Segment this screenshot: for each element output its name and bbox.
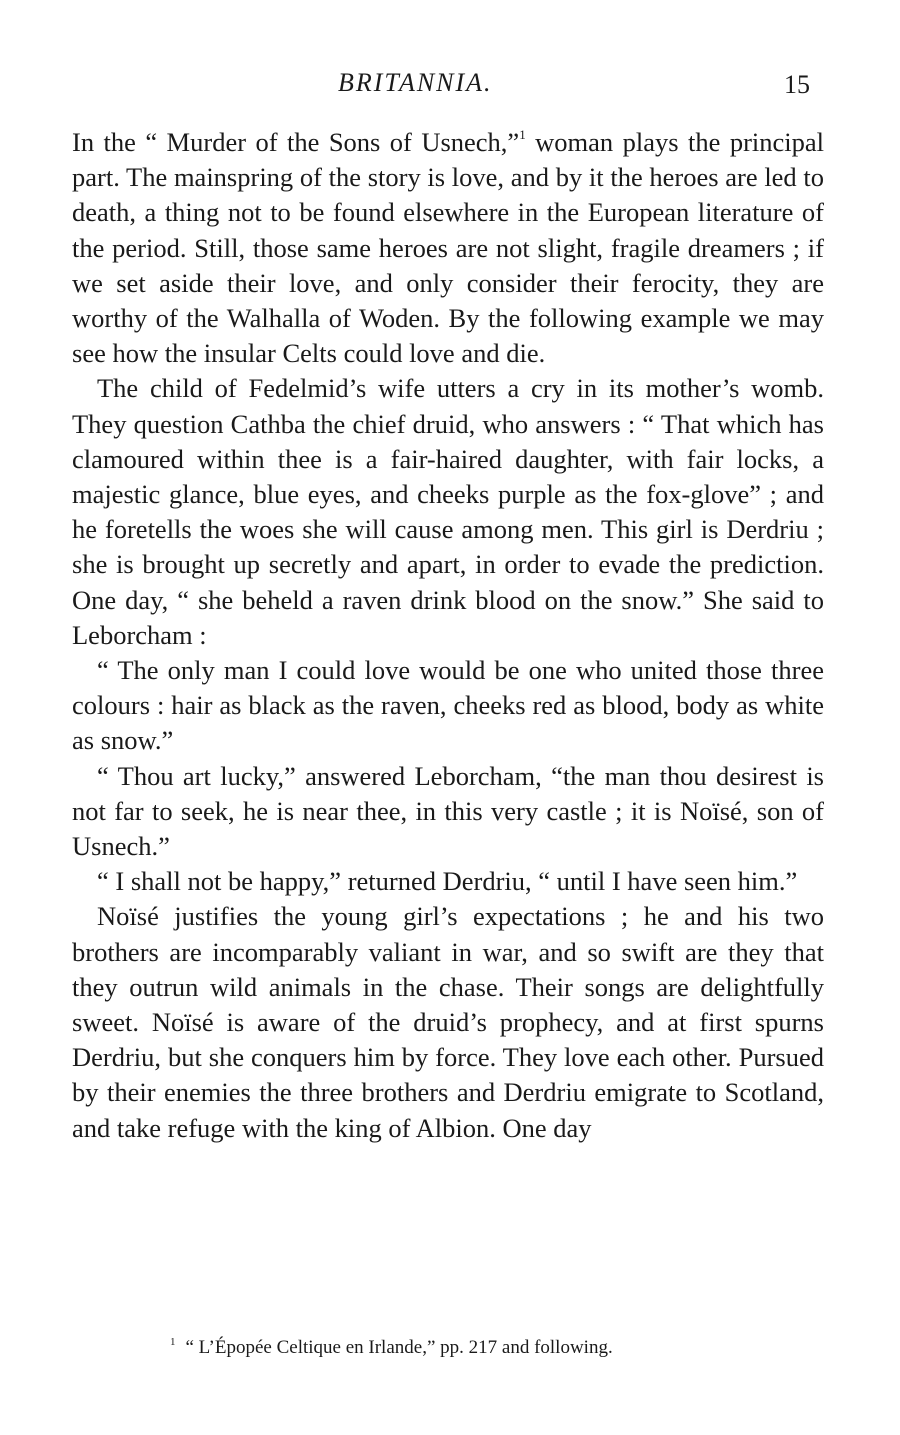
footnote-text: “ L’Épopée Celtique en Irlande,” pp. 217 and following.	[185, 1337, 613, 1358]
running-header	[0, 68, 900, 104]
paragraph-2: The child of Fedelmid’s wife utters a cry in its mother’s womb. They question Cathba the chief druid, who answers : “ That which has clamoured within thee is a fair-haired daughter, with fair locks, a majestic glance, blue eyes, and cheeks purple as the fox-glove” ; and he foretells the woes she will cause among men. This girl is Derdriu ; she is brought up secretly and apart, in order to evade the prediction. One day, “ she beheld a raven drink blood on the snow.” She said to Leborcham :	[72, 373, 824, 650]
running-title: BRITANNIA.	[338, 68, 493, 97]
body-text	[72, 125, 824, 1146]
paragraph-4: “ Thou art lucky,” answered Leborcham, “the man thou desirest is not far to seek, he is near thee, in this very castle ; it is Noïsé, son of Usnech.”	[72, 760, 824, 862]
paragraph-1-text-end: woman plays the principal part. The mainspring of the story is love, and by it the heroes are led to death, a thing not to be found elsewhere in the European literature of the period. Still, those same heroes are not slight, fragile dreamers ; if we set aside their love, and only consider their ferocity, they are worthy of the Walhalla of Woden. By the following example we may see how the insular Celts could love and die.	[72, 127, 824, 369]
page-number: 15	[784, 70, 810, 99]
paragraph-1	[72, 125, 824, 371]
paragraph-6: Noïsé justifies the young girl’s expectations ; he and his two brothers are incomparably valiant in war, and so swift are they that they outrun wild animals in the chase. Their songs are delightfully sweet. Noïsé is aware of the druid’s prophecy, and at first spurns Derdriu, but she conquers him by force. They love each other. Pursued by their enemies the three brothers and Derdriu emigrate to Scotland, and take refuge with the king of Albion. One day	[72, 901, 824, 1143]
paragraph-1-text-start: In the “ Murder of the Sons of Usnech,”	[72, 127, 520, 157]
footnote-mark: 1	[170, 1336, 176, 1348]
paragraph-3: “ The only man I could love would be one who united those three colours : hair as black as the raven, cheeks red as blood, body as white as snow.”	[72, 655, 824, 756]
footnote	[170, 1336, 613, 1359]
footnote-reference: 1	[519, 127, 526, 142]
paragraph-5: “ I shall not be happy,” returned Derdriu, “ until I have seen him.”	[97, 866, 798, 897]
